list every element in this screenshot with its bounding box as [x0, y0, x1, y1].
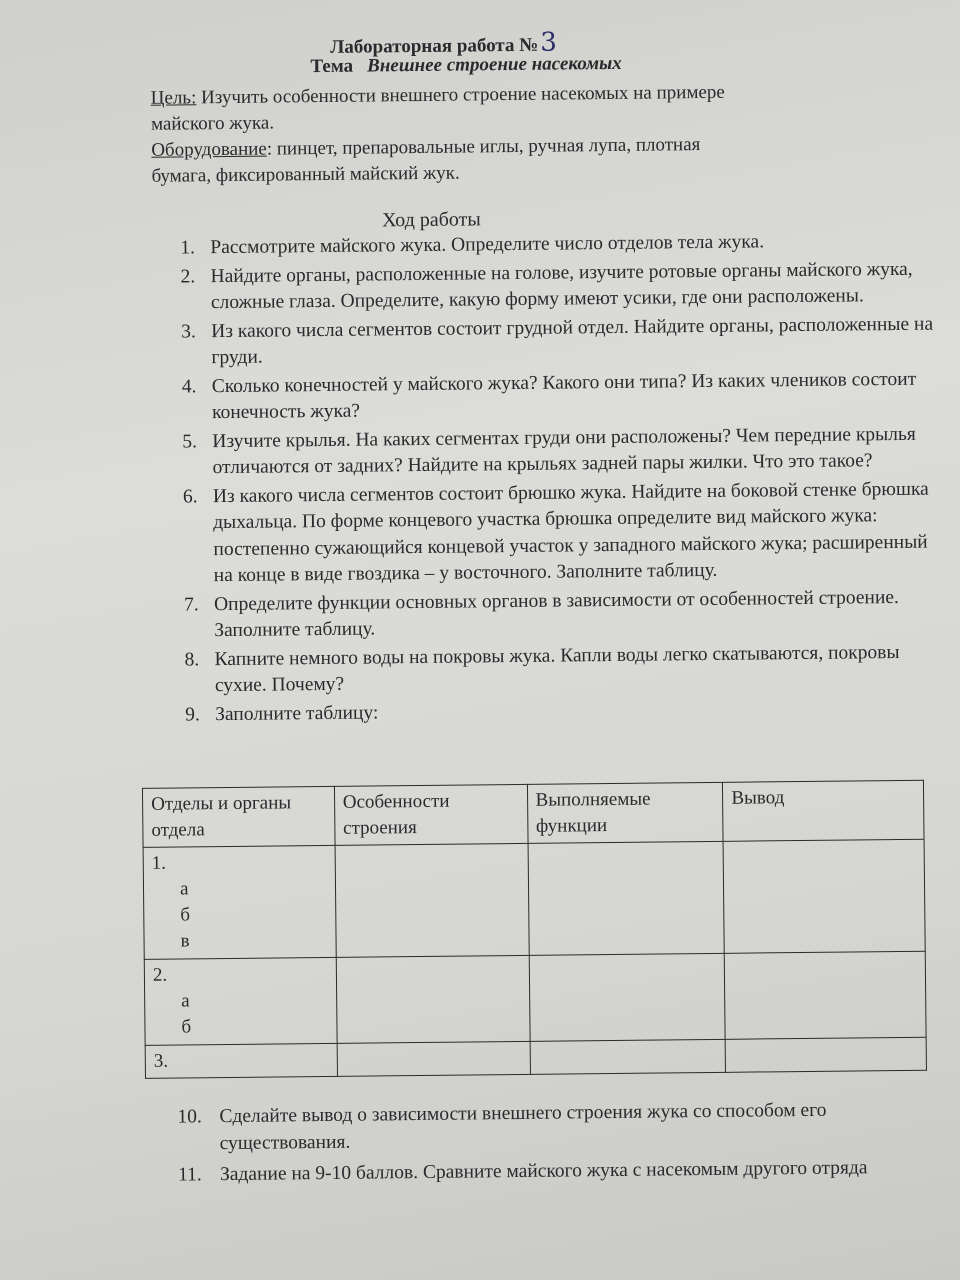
table-cell-empty [725, 1037, 926, 1072]
table-cell-empty [530, 1039, 726, 1074]
table-header-cell: Вывод [723, 780, 924, 841]
step-text: Заполните таблицу: [215, 701, 379, 725]
theme-line [310, 53, 622, 78]
goal-label: Цель: [150, 87, 197, 109]
step-item [166, 639, 947, 700]
organs-table-wrapper [142, 780, 927, 1079]
table-row [143, 839, 925, 959]
equipment-line-2: бумага, фиксированный майский жук. [151, 162, 460, 187]
equipment-line-1 [151, 132, 700, 164]
title-text: Лабораторная работа № [330, 34, 539, 58]
equipment-text-1: : пинцет, препаровальные иглы, ручная лупа, плотная [266, 134, 701, 160]
table-cell-empty [725, 951, 927, 1039]
table-cell-empty [337, 1041, 530, 1076]
goal-line-2: майского жука. [150, 112, 275, 135]
sub-item-label: б [180, 904, 191, 926]
table-cell-section [144, 957, 337, 1045]
goal-line-1 [151, 80, 725, 112]
table-header-cell: Выполняемые функции [527, 782, 723, 843]
step-item [164, 421, 945, 482]
sub-item-label: в [180, 930, 190, 952]
step-item [162, 256, 943, 317]
theme-label: Тема [310, 55, 354, 78]
step-number: 7. [183, 593, 199, 615]
step-text: Найдите органы, расположенные на голове, изучите ротовые органы майского жука, сложные глаза. Определите, какую форму имеют усики, где они расположены. [210, 258, 913, 314]
section-label: 2. [152, 964, 168, 986]
step-text: Сделайте вывод о зависимости внешнего строения жука со способом его существования. [219, 1099, 827, 1155]
table-cell-empty [528, 841, 725, 955]
step-number: 10. [177, 1106, 202, 1128]
procedure-heading: Ход работы [381, 208, 481, 232]
sub-item-label: а [179, 878, 189, 900]
step-text: Задание на 9-10 баллов. Сравните майского жука с насекомым другого отряда [219, 1157, 868, 1186]
step-number: 3. [181, 320, 196, 342]
table-cell-empty [723, 839, 925, 953]
table-row [144, 951, 926, 1045]
table-cell-empty [336, 955, 530, 1043]
table-cell-section [145, 1043, 337, 1078]
lab-number-handwritten: 3 [540, 27, 557, 58]
step-item [172, 1153, 952, 1188]
table-cell-empty [335, 843, 529, 957]
step-item [171, 1095, 952, 1157]
step-text: Сколько конечностей у майского жука? Какого они типа? Из каких члеников состоит конечность жука? [211, 368, 917, 424]
organs-table [142, 780, 927, 1079]
equipment-label: Оборудование [151, 138, 267, 161]
step-text: Капните немного воды на покровы жука. Капли воды легко скатываются, покровы сухие. Почему? [214, 641, 900, 697]
step-text: Из какого числа сегментов состоит брюшко жука. Найдите на боковой стенке брюшка дыхальца. По форме концевого участка брюшка определите вид майского жука: постепенно сужающийся концевой участок у западного майского жука; расширенный на конце в виде гвоздика – у восточного. Заполните таблицу. [212, 478, 929, 587]
theme-text: Внешнее строение насекомых [367, 52, 622, 77]
step-number: 2. [180, 265, 196, 287]
step-item [163, 311, 944, 372]
table-cell-empty [529, 953, 726, 1041]
goal-text-1: Изучить особенности внешнего строение насекомых на примере [196, 81, 725, 109]
step-number: 11. [177, 1164, 202, 1186]
step-text: Определите функции основных органов в зависимости от особенностей строение. Заполните таблицу. [213, 586, 899, 642]
sub-item-label: б [181, 1016, 192, 1038]
step-text: Рассмотрите майского жука. Определите число отделов тела жука. [210, 231, 765, 259]
step-item [167, 694, 947, 729]
step-number: 1. [180, 237, 196, 259]
step-text: Из какого числа сегментов состоит грудной отдел. Найдите органы, расположенные на груди. [211, 313, 934, 369]
worksheet-page [130, 20, 934, 1186]
step-item [165, 476, 946, 590]
sub-item-label: а [181, 990, 190, 1012]
section-label: 1. [151, 852, 167, 874]
table-header-cell: Отделы и органы отдела [142, 786, 334, 847]
table-header-cell: Особенности строения [334, 784, 527, 845]
step-number: 5. [182, 430, 198, 452]
steps-list [162, 228, 947, 731]
section-label: 3. [153, 1050, 169, 1072]
step-number: 4. [181, 375, 197, 397]
step-item [164, 366, 945, 427]
final-steps-list [171, 1095, 952, 1192]
table-header-row [142, 780, 924, 847]
step-number: 6. [182, 485, 198, 507]
step-item [166, 584, 947, 645]
step-number: 9. [185, 703, 200, 725]
table-cell-section [143, 845, 336, 959]
table-row [145, 1037, 926, 1078]
step-number: 8. [184, 648, 200, 670]
step-text: Изучите крылья. На каких сегментах груди они расположены? Чем передние крылья отличаются от задних? Найдите на крыльях задней пары жилки. Что это такое? [212, 423, 916, 479]
